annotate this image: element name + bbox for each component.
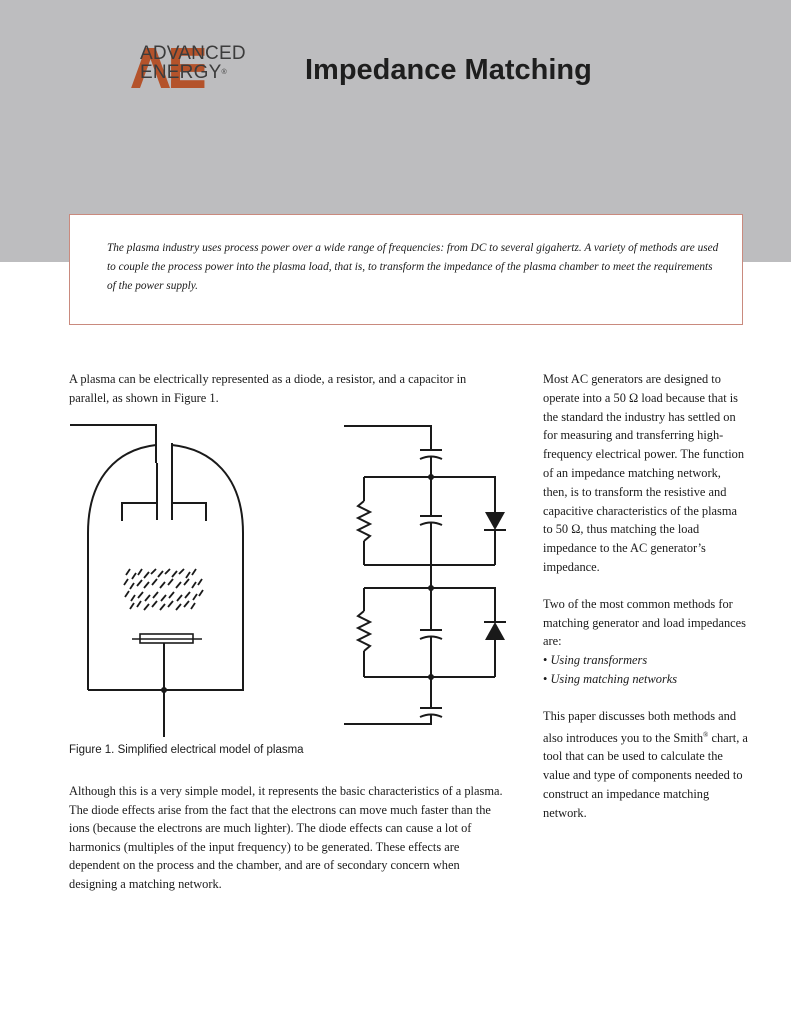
- abstract-text: The plasma industry uses process power over a wide range of frequencies: from DC to several gigahertz. A variety of methods are used to couple the process power into the plasma load, that is, to transform the impedance of the plasma chamber to meet the requirements of the power supply.: [107, 242, 719, 292]
- list-item: • Using transformers: [543, 653, 648, 668]
- abstract-box: [69, 214, 743, 325]
- figure-caption: Figure 1. Simplified electrical model of plasma: [69, 744, 304, 756]
- right-paragraph-3: This paper discusses both methods and also introduces you to the Smith® chart, a tool that can be used to calculate the value and type of components needed to construct an impedance matching network.: [543, 708, 748, 820]
- body-paragraph: Although this is a very simple model, it represents the basic characteristics of a plasma. The diode effects arise from the fact that the electrons can move much faster than the ions (because the electrons are much lighter). The diode effects can cause a lot of harmonics (multiples of the input frequency) to be generated. These effects are dependent on the process and the chamber, and are of secondary concern when designing a matching network.: [69, 784, 503, 891]
- right-paragraph-2: Two of the most common methods for matching generator and load impedances are:: [543, 596, 746, 649]
- logo-line-2: ENERGY®: [140, 62, 227, 83]
- list-item: • Using matching networks: [543, 671, 678, 686]
- intro-paragraph: A plasma can be electrically represented as a diode, a resistor, and a capacitor in parallel, as shown in Figure 1.: [69, 372, 467, 405]
- plasma-chamber-diagram: [60, 415, 260, 740]
- right-paragraph-1: Most AC generators are designed to operate into a 50 Ω load because that is the standard the industry has settled on for measuring and transferring high-frequency electrical power. The function of an impedance matching network, then, is to transform the resistive and capacitive characteristics of the plasma to 50 Ω, thus matching the load impedance to the AC generator’s impedance.: [543, 372, 745, 574]
- logo-wordmark: [140, 44, 246, 82]
- methods-list: [543, 651, 748, 689]
- page-title: Impedance Matching: [305, 54, 592, 86]
- right-column: [543, 370, 748, 841]
- equivalent-circuit-diagram: [340, 420, 510, 730]
- logo-line-1: ADVANCED: [140, 43, 246, 64]
